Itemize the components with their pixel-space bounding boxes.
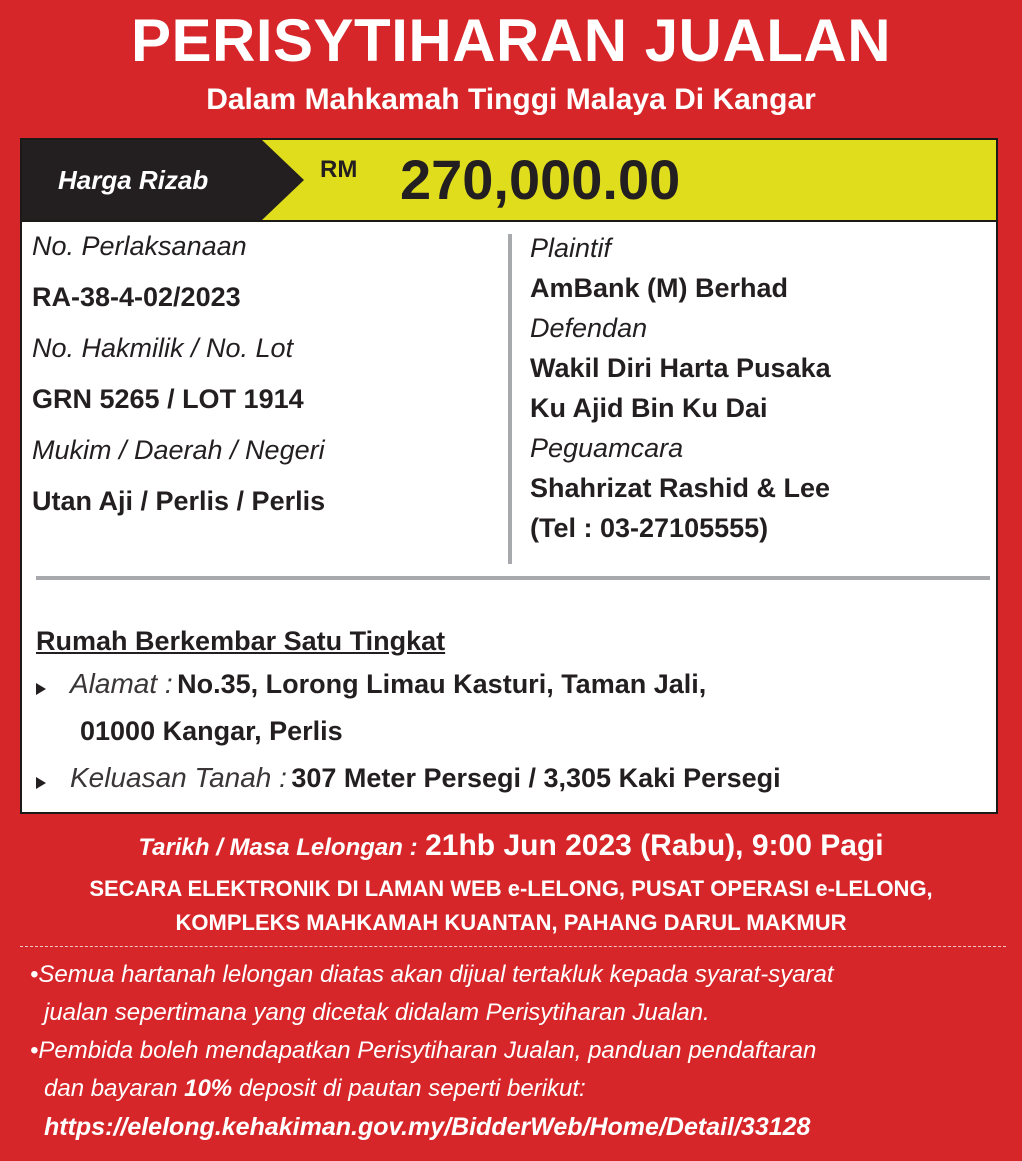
defendant-label: Defendan — [530, 313, 648, 343]
note1-line1: Semua hartanah lelongan diatas akan dijual tertakluk kepada syarat-syarat — [38, 961, 834, 988]
address-line1: No.35, Lorong Limau Kasturi, Taman Jali, — [177, 669, 707, 699]
bullet-arrow-icon — [36, 777, 46, 789]
plaintiff-label: Plaintif — [530, 233, 612, 263]
property-type: Rumah Berkembar Satu Tingkat — [36, 626, 446, 656]
location-label: Mukim / Daerah / Negeri — [32, 435, 325, 465]
lawyer-tel: (Tel : 03-27105555) — [530, 513, 769, 543]
note-bullet: • — [30, 961, 39, 988]
auction-datetime-label: Tarikh / Masa Lelongan : — [138, 834, 418, 861]
address-line2: 01000 Kangar, Perlis — [80, 716, 343, 746]
execution-no-label: No. Perlaksanaan — [32, 231, 247, 261]
execution-no-value: RA-38-4-02/2023 — [32, 282, 241, 312]
sale-details-card — [20, 138, 998, 814]
note-bullet: • — [30, 1037, 39, 1064]
bullet-arrow-icon — [36, 683, 46, 695]
lawyer-label: Peguamcara — [530, 433, 684, 463]
title-lot-label: No. Hakmilik / No. Lot — [32, 333, 294, 363]
land-area-row — [36, 762, 781, 794]
defendant-value-line1: Wakil Diri Harta Pusaka — [530, 353, 831, 383]
page-subtitle: Dalam Mahkamah Tinggi Malaya Di Kangar — [206, 83, 816, 116]
location-value: Utan Aji / Perlis / Perlis — [32, 486, 326, 516]
auction-datetime-value: 21hb Jun 2023 (Rabu), 9:00 Pagi — [425, 829, 884, 862]
reserve-amount: 270,000.00 — [400, 148, 681, 211]
section-divider — [36, 576, 990, 580]
venue-line2: KOMPLEKS MAHKAMAH KUANTAN, PAHANG DARUL MAKMUR — [175, 910, 847, 935]
address-label: Alamat : — [70, 668, 173, 699]
title-lot-value: GRN 5265 / LOT 1914 — [32, 384, 304, 414]
reserve-price-banner — [22, 140, 996, 222]
note2-line2-pre: dan bayaran — [44, 1075, 185, 1102]
note2-line2-post: deposit di pautan seperti berikut: — [232, 1075, 586, 1102]
column-divider — [508, 234, 512, 564]
reserve-currency: RM — [320, 156, 358, 183]
plaintiff-value: AmBank (M) Berhad — [530, 273, 789, 303]
note1-line2: jualan sepertimana yang dicetak didalam Perisytiharan Jualan. — [44, 999, 710, 1026]
bidder-link[interactable]: https://elelong.kehakiman.gov.my/BidderWeb/Home/Detail/33128 — [44, 1113, 811, 1141]
address-row — [36, 668, 706, 700]
deposit-percent: 10% — [184, 1075, 233, 1102]
case-details-left — [32, 228, 502, 534]
auction-venue — [0, 872, 1022, 940]
defendant-value-line2: Ku Ajid Bin Ku Dai — [530, 393, 768, 423]
address-row-2 — [80, 716, 343, 747]
note-2 — [30, 1032, 1010, 1108]
case-details-right — [530, 228, 990, 548]
lawyer-value: Shahrizat Rashid & Lee — [530, 473, 831, 503]
venue-line1: SECARA ELEKTRONIK DI LAMAN WEB e-LELONG, PUSAT OPERASI e-LELONG, — [89, 876, 933, 901]
auction-datetime — [0, 826, 1022, 868]
note-1 — [30, 956, 1010, 1032]
page-title: PERISYTIHARAN JUALAN — [130, 7, 892, 74]
land-area-value: 307 Meter Persegi / 3,305 Kaki Persegi — [291, 763, 781, 793]
note2-line1: Pembida boleh mendapatkan Perisytiharan Jualan, panduan pendaftaran — [38, 1037, 817, 1064]
notes — [30, 956, 1010, 1146]
dashed-divider — [20, 946, 1006, 947]
reserve-label: Harga Rizab — [58, 165, 209, 195]
land-area-label: Keluasan Tanah : — [70, 762, 287, 793]
